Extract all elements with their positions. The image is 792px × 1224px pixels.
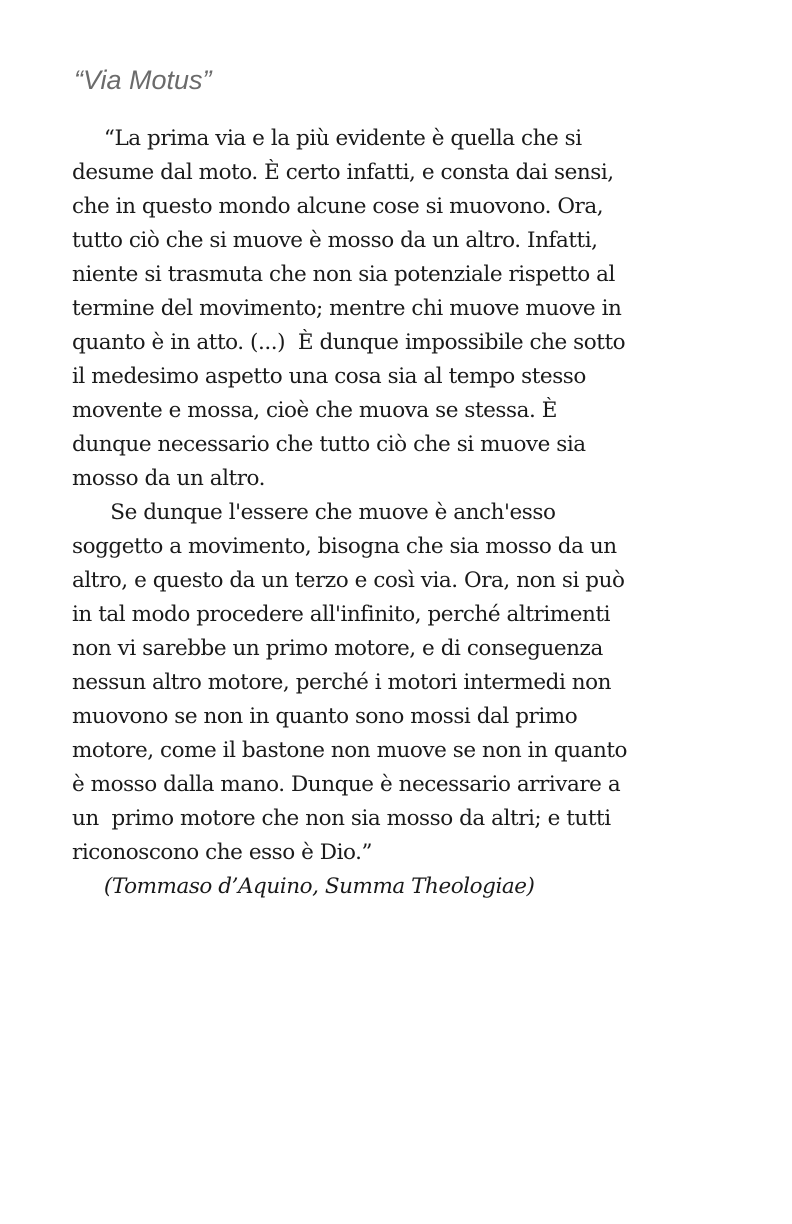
- text-line: non vi sarebbe un primo motore, e di conseguenza: [72, 636, 603, 661]
- text-line: soggetto a movimento, bisogna che sia mosso da un: [72, 534, 617, 559]
- text-line: movente e mossa, cioè che muova se stessa. È: [72, 398, 557, 423]
- text-line: “La prima via e la più evidente è quella che si: [72, 126, 582, 151]
- text-line: mosso da un altro.: [72, 466, 266, 491]
- text-line: termine del movimento; mentre chi muove muove in: [72, 296, 622, 321]
- text-line: un primo motore che non sia mosso da altri; e tutti: [72, 806, 611, 831]
- quotation-body: [72, 122, 732, 904]
- text-line: dunque necessario che tutto ciò che si muove sia: [72, 432, 586, 457]
- text-line: in tal modo procedere all'infinito, perché altrimenti: [72, 602, 611, 627]
- text-line: niente si trasmuta che non sia potenziale rispetto al: [72, 262, 615, 287]
- citation: (Tommaso d’Aquino, Summa Theologiae): [72, 874, 535, 899]
- page-title: “Via Motus”: [74, 65, 212, 95]
- text-line: il medesimo aspetto una cosa sia al tempo stesso: [72, 364, 586, 389]
- text-line: motore, come il bastone non muove se non in quanto: [72, 738, 628, 763]
- text-line: altro, e questo da un terzo e così via. Ora, non si può: [72, 568, 625, 593]
- text-line: desume dal moto. È certo infatti, e consta dai sensi,: [72, 160, 614, 185]
- text-line: tutto ciò che si muove è mosso da un altro. Infatti,: [72, 228, 598, 253]
- text-line: riconoscono che esso è Dio.”: [72, 840, 373, 865]
- text-line: è mosso dalla mano. Dunque è necessario arrivare a: [72, 772, 621, 797]
- text-line: nessun altro motore, perché i motori intermedi non: [72, 670, 612, 695]
- text-line: Se dunque l'essere che muove è anch'esso: [72, 500, 556, 525]
- text-line: muovono se non in quanto sono mossi dal primo: [72, 704, 578, 729]
- text-line: che in questo mondo alcune cose si muovono. Ora,: [72, 194, 604, 219]
- text-line: quanto è in atto. (...) È dunque impossibile che sotto: [72, 330, 626, 355]
